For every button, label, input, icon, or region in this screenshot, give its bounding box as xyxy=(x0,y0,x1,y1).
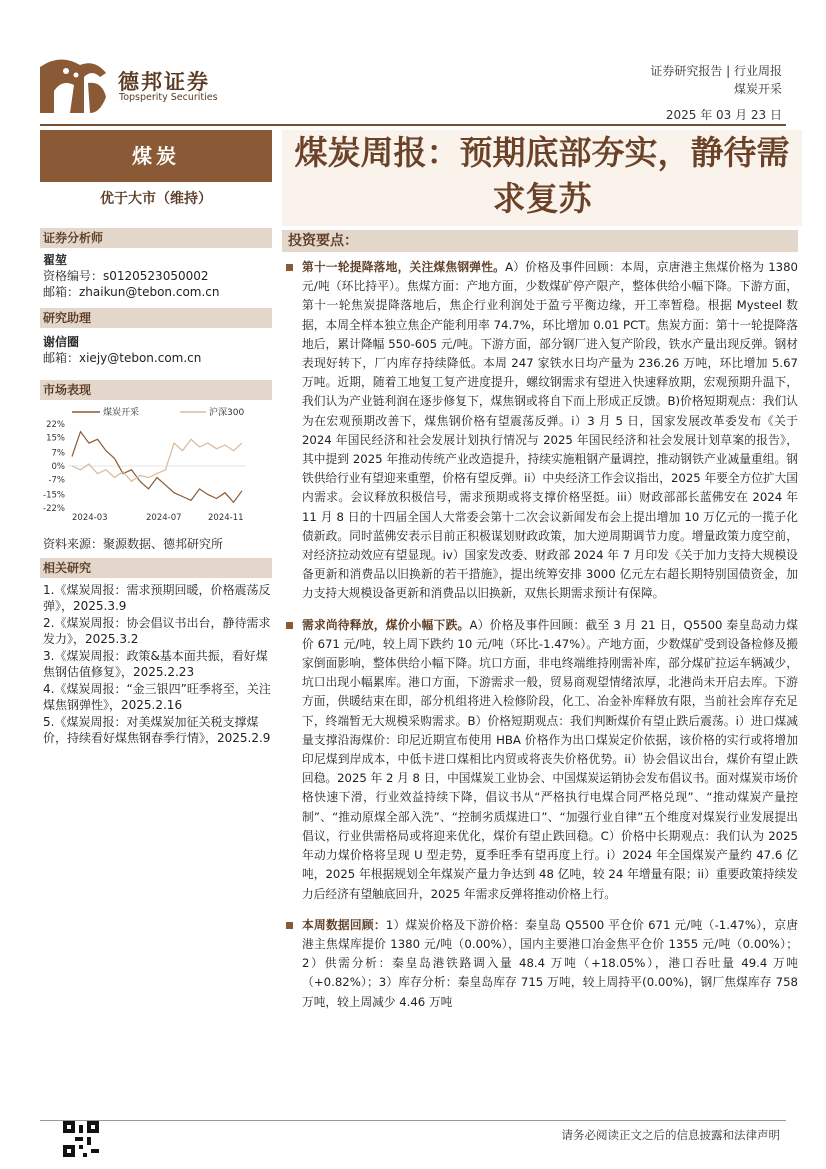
point-1-body: A）价格及事件回顾：本周，京唐港主焦煤价格为 1380 元/吨（环比持平）。焦煤方面：产地方面，少数煤矿停产限产，整体供给小幅下降。下游方面，第十一轮焦炭提降落地后，焦企行业利润处于盈亏平衡边缘，开工率暂稳。根据 Mysteel 数据，本周全样本独立焦企产能利用率 74.7%，环比增加 0.01 PCT。焦炭方面：第十一轮提降落地后，累计降幅 550-605 元/吨。下游方面，部分钢厂进入复产阶段，铁水产量出现反弹。钢材表现好转下，厂内库存持续降低。本周 247 家铁水日均产量为 236.26 万吨，环比增加 5.67 万吨。近期，随着工地复工复产进度提升，螺纹钢需求有望进入快速释放期，宏观预期升温下，我们认为产业链利润在逐步修复下，煤焦钢或将自下而上形成正反馈。B)价格短期观点：我们认为在宏观预期改善下，煤焦钢价格有望震荡反弹。i）3 月 5 日，国家发展改革委发布《关于 2024 年国民经济和社会发展计划执行情况与 2025 年国民经济和社会发展计划草案的报告》，其中提到 2025 年推动传统产业改造提升，持续实施粗钢产量调控，推动钢铁产业减量重组。钢铁供给行业有望迎来重塑，价格有望反弹。ii）中央经济工作会议指出，2025 年要全方位扩大国内需求。会议释放积极信号，需求预期或将支撑价格坚挺。iii）财政部部长蓝佛安在 2024 年 11 月 8 日的十四届全国人大常委会第十二次会议新闻发布会上提出增加 10 万亿元的一揽子化债新政。同时蓝佛安表示目前正积极谋划财政政策，加大逆周期调节力度。增量政策力度空前，对经济拉动效应有望显现。iv）国家发改委、财政部 2024 年 7 月印发《关于加力支持大规模设备更新和消费品以旧换新的若干措施》，提出统筹安排 3000 亿元左右超长期特别国债资金，加力支持大规模设备更新和消费品以旧换新，双焦长期需求预计有保障。 xyxy=(302,260,798,601)
page-header xyxy=(0,0,826,125)
chart-source: 资料来源：聚源数据、德邦研究所 xyxy=(43,537,224,551)
legend-hs300: 沪深300 xyxy=(209,408,245,418)
point-3-body: 1）煤炭价格及下游价格：秦皇岛 Q5500 平仓价 671 元/吨（-1.47%），京唐港主焦煤库提价 1380 元/吨（0.00%），国内主要港口冶金焦平仓价 1355 元/吨（0.00%）；2）供需分析：秦皇岛港铁路调入量 48.4 万吨（+18.05%），港口吞吐量 49.4 万吨（+0.82%）；3）库存分析：秦皇岛库存 715 万吨，较上周持平(0.00%)，钢厂焦煤库存 758 万吨，较上周减少 4.46 万吨 xyxy=(302,917,798,1009)
bullet-icon xyxy=(286,922,293,929)
market-heading: 市场表现 xyxy=(40,380,272,400)
point-3 xyxy=(282,916,798,1012)
legend-coal: 煤炭开采 xyxy=(103,408,140,418)
disclaimer-footer: 请务必阅读正文之后的信息披露和法律声明 xyxy=(561,1128,780,1142)
y-tick-label: 15% xyxy=(46,433,65,444)
related-item[interactable]: 4.《煤炭周报：“金三银四”旺季将至，关注煤焦钢弹性》，2025.2.16 xyxy=(43,682,271,712)
related-heading: 相关研究 xyxy=(40,558,272,578)
point-1-lead: 第十一轮提降落地，关注煤焦钢弹性。 xyxy=(302,260,506,274)
brand-name: 德邦证券 xyxy=(118,70,210,94)
sidebar xyxy=(40,228,272,747)
point-3-lead: 本周数据回顾： xyxy=(302,917,386,932)
series-line-0 xyxy=(72,432,242,503)
x-tick-label: 2024-03 xyxy=(72,513,108,523)
point-2 xyxy=(282,616,798,904)
report-title: 煤炭周报：预期底部夯实，静待需求复苏 xyxy=(294,133,790,218)
market-chart-svg xyxy=(40,400,272,530)
report-type: 证券研究报告 | 行业周报 xyxy=(650,64,782,78)
analyst-cert: 资格编号：s0120523050002 xyxy=(43,269,209,283)
related-list xyxy=(40,582,272,746)
analyst-block xyxy=(40,252,272,300)
report-date: 2025 年 03 月 23 日 xyxy=(665,108,782,122)
series-line-1 xyxy=(72,439,242,481)
analyst-heading: 证券分析师 xyxy=(40,228,272,248)
main-content xyxy=(282,230,798,1012)
x-tick-label: 2024-07 xyxy=(146,513,182,523)
point-2-lead: 需求尚待释放，煤价小幅下跌。 xyxy=(302,617,470,632)
analyst-email[interactable]: 邮箱：zhaikun@tebon.com.cn xyxy=(43,285,220,299)
point-2-body: A）价格及事件回顾：截至 3 月 21 日，Q5500 秦皇岛动力煤价 671 元/吨，较上周下跌约 10 元/吨（环比-1.47%）。产地方面，少数煤矿受到设备检修及搬家倒面影响，整体供给小幅下降。坑口方面，非电终端维持刚需补库，部分煤矿拉运车辆减少，坑口出现小幅累库。港口方面，下游需求一般，贸易商观望情绪浓厚，北港尚未开启去库。下游方面，供暖结束在即，部分机组将进入检修阶段，化工、冶金补库释放有限，当前社会库存充足下，终端暂无大规模采购需求。B）价格短期观点：我们判断煤价有望止跌后震荡。i）进口煤减量支撑沿海煤价：印尼近期宣布使用 HBA 价格作为出口煤炭定价依据，该价格的实行或将增加印尼煤到岸成本，中低卡进口煤相比内贸或将丧失价格优势。ii）协会倡议出台，煤价有望止跌回稳。2025 年 2 月 8 日，中国煤炭工业协会、中国煤炭运销协会发布倡议书。面对煤炭市场价格快速下滑，行业效益持续下降，倡议书从“严格执行电煤合同严格兑现”、“推动煤炭产量控制”、“推动原煤全部入洗”、“控制劣质煤进口”、“加强行业自律”五个维度对煤炭行业发展提出倡议，行业供需格局或将迎来优化，煤价有望止跌回稳。C）价格中长期观点：我们认为 2025 年动力煤价格将呈现 U 型走势，夏季旺季有望再度上行。i）2024 年全国煤炭产量约 47.6 亿吨，2025 年根据规划全年煤炭产量力争达到 48 亿吨，较 24 年增量有限；ii）重要政策持续发力后经济有望触底回升，2025 年需求反弹将推动价格上行。 xyxy=(302,617,798,901)
footer-divider xyxy=(40,1120,786,1121)
related-item[interactable]: 1.《煤炭周报：需求预期回暖，价格震荡反弹》，2025.3.9 xyxy=(43,583,271,613)
assistant-name: 谢信圈 xyxy=(43,335,80,349)
report-meta xyxy=(650,62,782,124)
y-tick-label: 7% xyxy=(51,448,65,459)
points-heading: 投资要点： xyxy=(282,230,798,252)
bullet-icon xyxy=(286,622,293,629)
industry-line: 煤炭开采 xyxy=(733,82,782,96)
brand-name-en: Topsperity Securities xyxy=(119,92,218,103)
assistant-heading: 研究助理 xyxy=(40,308,272,328)
tebon-logo-icon xyxy=(40,57,108,113)
y-tick-label: -7% xyxy=(48,475,65,486)
assistant-email[interactable]: 邮箱：xiejy@tebon.com.cn xyxy=(43,351,202,365)
y-tick-label: -15% xyxy=(43,490,65,501)
related-item[interactable]: 3.《煤炭周报：政策&基本面共振，看好煤焦钢估值修复》，2025.2.23 xyxy=(43,649,268,679)
rating-label: 优于大市（维持） xyxy=(100,191,212,207)
sector-label: 煤炭 xyxy=(40,130,272,182)
qr-code-icon xyxy=(63,1121,99,1157)
y-tick-label: 0% xyxy=(51,462,65,472)
y-tick-label: -22% xyxy=(43,504,65,514)
related-item[interactable]: 5.《煤炭周报：对美煤炭加征关税支撑煤价，持续看好煤焦钢春季行情》，2025.2.9 xyxy=(43,715,271,745)
related-item[interactable]: 2.《煤炭周报：协会倡议书出台，静待需求发力》，2025.3.2 xyxy=(43,616,271,646)
bullet-icon xyxy=(286,264,293,271)
y-tick-label: 22% xyxy=(46,420,65,430)
analyst-name: 翟堃 xyxy=(43,253,68,267)
x-tick-label: 2024-11 xyxy=(208,513,244,523)
assistant-block xyxy=(40,334,272,366)
point-1 xyxy=(282,258,798,604)
header-divider xyxy=(40,124,786,126)
market-chart xyxy=(40,400,272,522)
